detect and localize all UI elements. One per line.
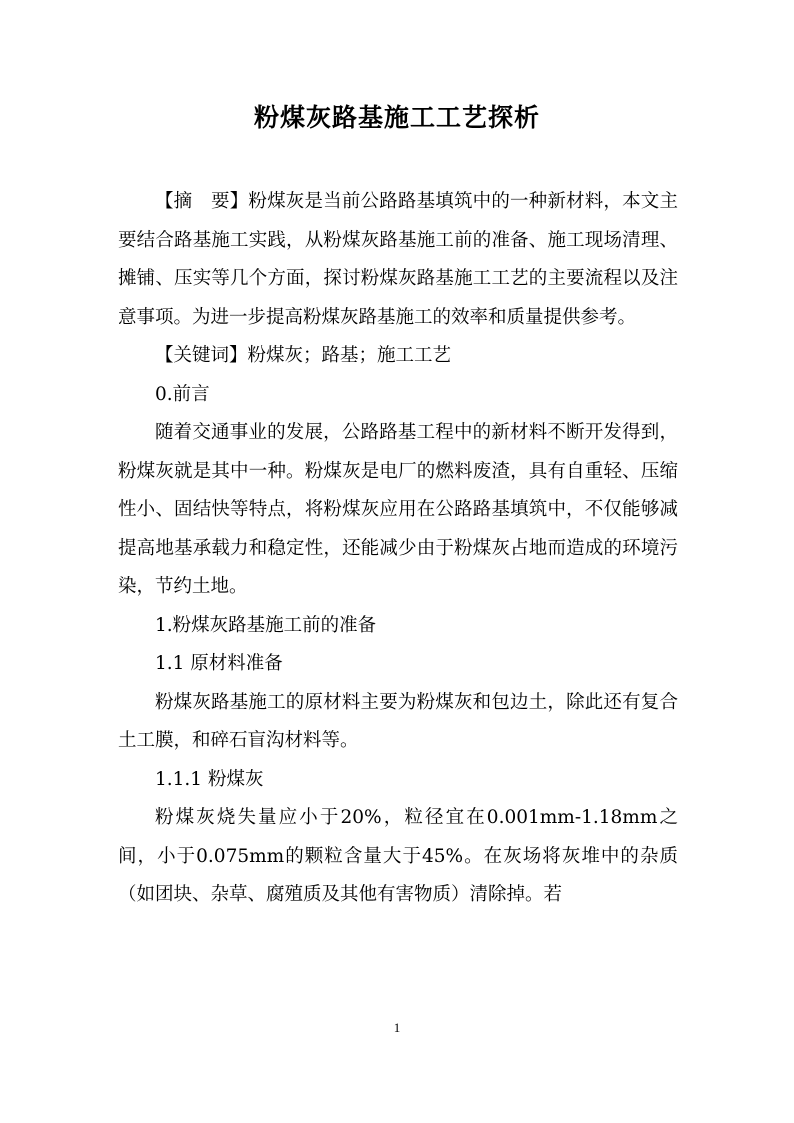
body-paragraph-materials: 粉煤灰路基施工的原材料主要为粉煤灰和包边土，除此还有复合土工膜，和碎石盲沟材料等。 xyxy=(118,691,678,751)
abstract-text: 粉煤灰是当前公路路基填筑中的一种新材料，本文主要结合路基施工实践，从粉煤灰路基施工前的准备、施工现场清理、摊铺、压实等几个方面，探讨粉煤灰路基施工工艺的主要流程以及注意事项。为进一步提高粉煤灰路基施工的效率和质量提供参考。 xyxy=(118,191,678,328)
body-paragraph-preface: 随着交通事业的发展，公路路基工程中的新材料不断开发得到，粉煤灰就是其中一种。粉煤灰是电厂的燃料废渣，具有自重轻、压缩性小、固结快等特点，将粉煤灰应用在公路路基填筑中，不仅能够减提高地基承载力和稳定性，还能减少由于粉煤灰占地而造成的环境污染，节约土地。 xyxy=(118,422,678,597)
keywords-paragraph xyxy=(118,337,678,376)
section-heading-preface: 0.前言 xyxy=(155,383,210,405)
page-number: 1 xyxy=(393,1020,401,1035)
subsubsection-heading-flyash: 1.1.1 粉煤灰 xyxy=(155,768,264,790)
abstract-paragraph xyxy=(118,183,678,337)
document-title: 粉煤灰路基施工工艺探析 xyxy=(253,103,540,132)
body-paragraph-flyash: 粉煤灰烧失量应小于20%，粒径宜在0.001mm-1.18mm之间，小于0.075mm的颗粒含量大于45%。在灰场将灰堆中的杂质（如团块、杂草、腐殖质及其他有害物质）清除掉。若 xyxy=(118,807,678,905)
document-body xyxy=(118,183,678,915)
subsection-heading-materials: 1.1 原材料准备 xyxy=(155,653,283,674)
keywords-text: 粉煤灰；路基；施工工艺 xyxy=(247,345,452,366)
section-heading-preparation: 1.粉煤灰路基施工前的准备 xyxy=(155,614,377,636)
keywords-label: 【关键词】 xyxy=(155,345,248,366)
abstract-label: 【摘 要】 xyxy=(155,191,249,212)
